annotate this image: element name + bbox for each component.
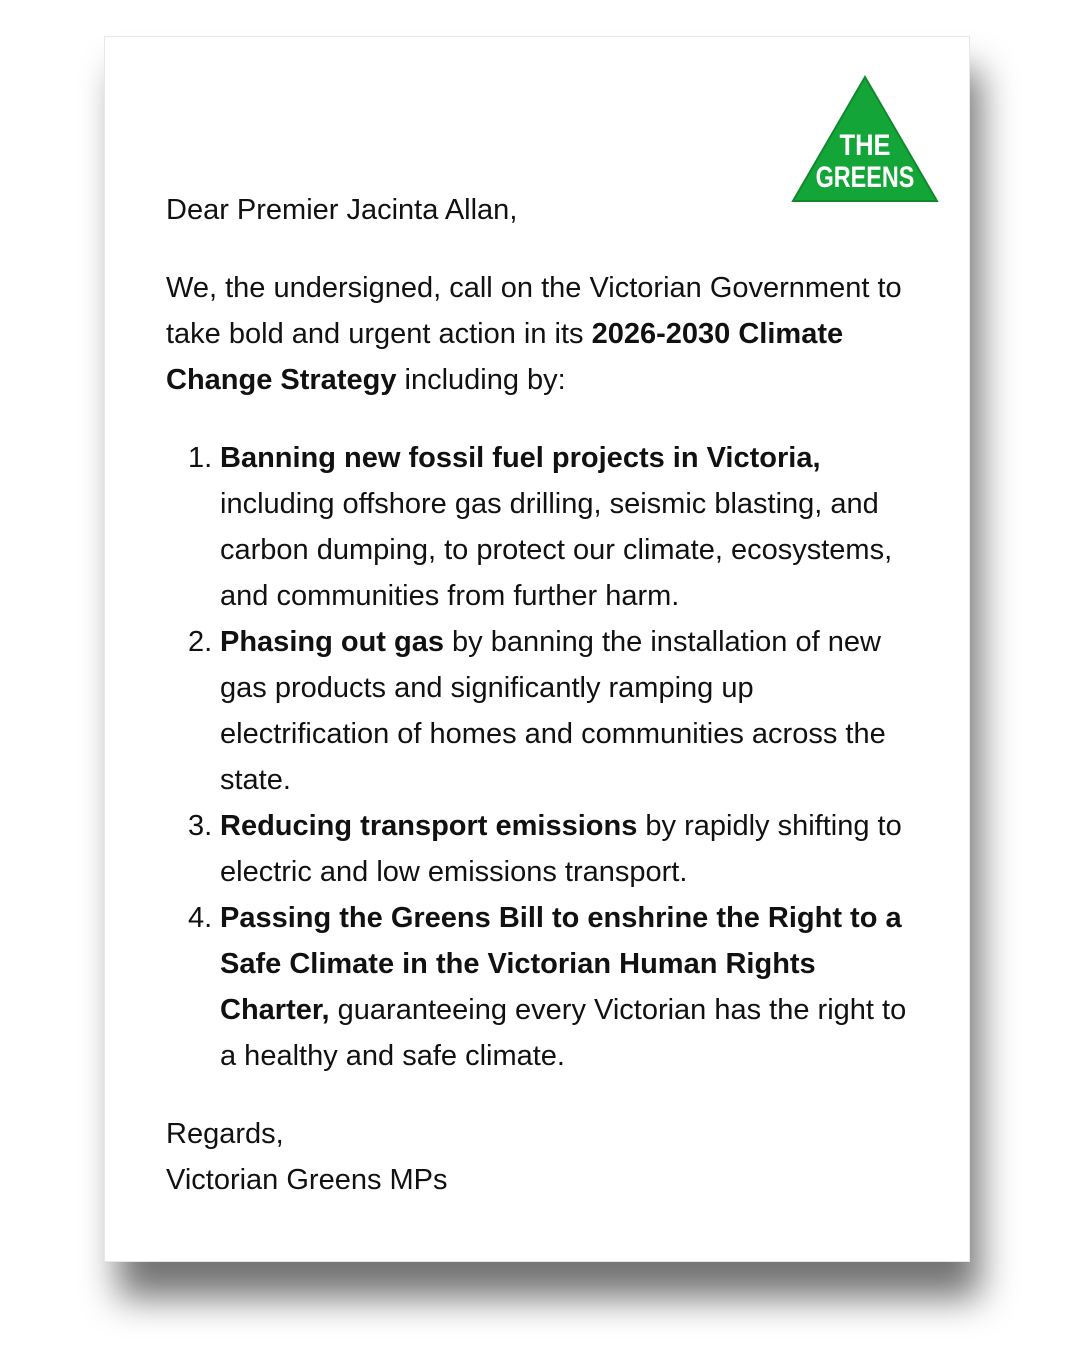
item-text: by banning the installation of new gas products and significantly ramping up electrification of homes and communities across the state. [220,626,886,796]
item-number: 2. [188,626,213,658]
intro-text: We, the undersigned, call on the Victorian Government to take bold and urgent action in its [166,272,902,350]
item-heading: Phasing out gas [220,626,444,658]
list-item [166,803,926,895]
list-item [166,895,926,1079]
item-number: 3. [188,810,213,842]
signoff: Regards, [166,1118,284,1150]
item-heading: Banning new fossil fuel projects in Victoria, [220,442,821,474]
greens-logo [791,75,939,203]
greeting: Dear Premier Jacinta Allan, [166,194,518,226]
signature: Victorian Greens MPs [166,1164,448,1196]
intro-tail: including by: [396,364,566,396]
list-item [166,619,926,803]
item-text: guaranteeing every Victorian has the right to a healthy and safe climate. [220,994,907,1072]
demands-list [166,435,926,1079]
strategy-name: 2026-2030 Climate Change Strategy [166,318,844,396]
item-number: 1. [188,442,213,474]
item-number: 4. [188,902,213,934]
logo-line1: THE [839,128,891,162]
letter-body [166,187,926,1203]
item-heading: Passing the Greens Bill to enshrine the Right to a Safe Climate in the Victorian Human Rights Charter, [220,902,902,1026]
item-text: including offshore gas drilling, seismic blasting, and carbon dumping, to protect our climate, ecosystems, and communities from further harm. [220,488,893,612]
intro-paragraph [166,265,926,403]
list-item [166,435,926,619]
item-heading: Reducing transport emissions [220,810,638,842]
letter-page [104,36,970,1262]
item-text: by rapidly shifting to electric and low emissions transport. [220,810,902,888]
logo-line2: GREENS [815,160,915,194]
